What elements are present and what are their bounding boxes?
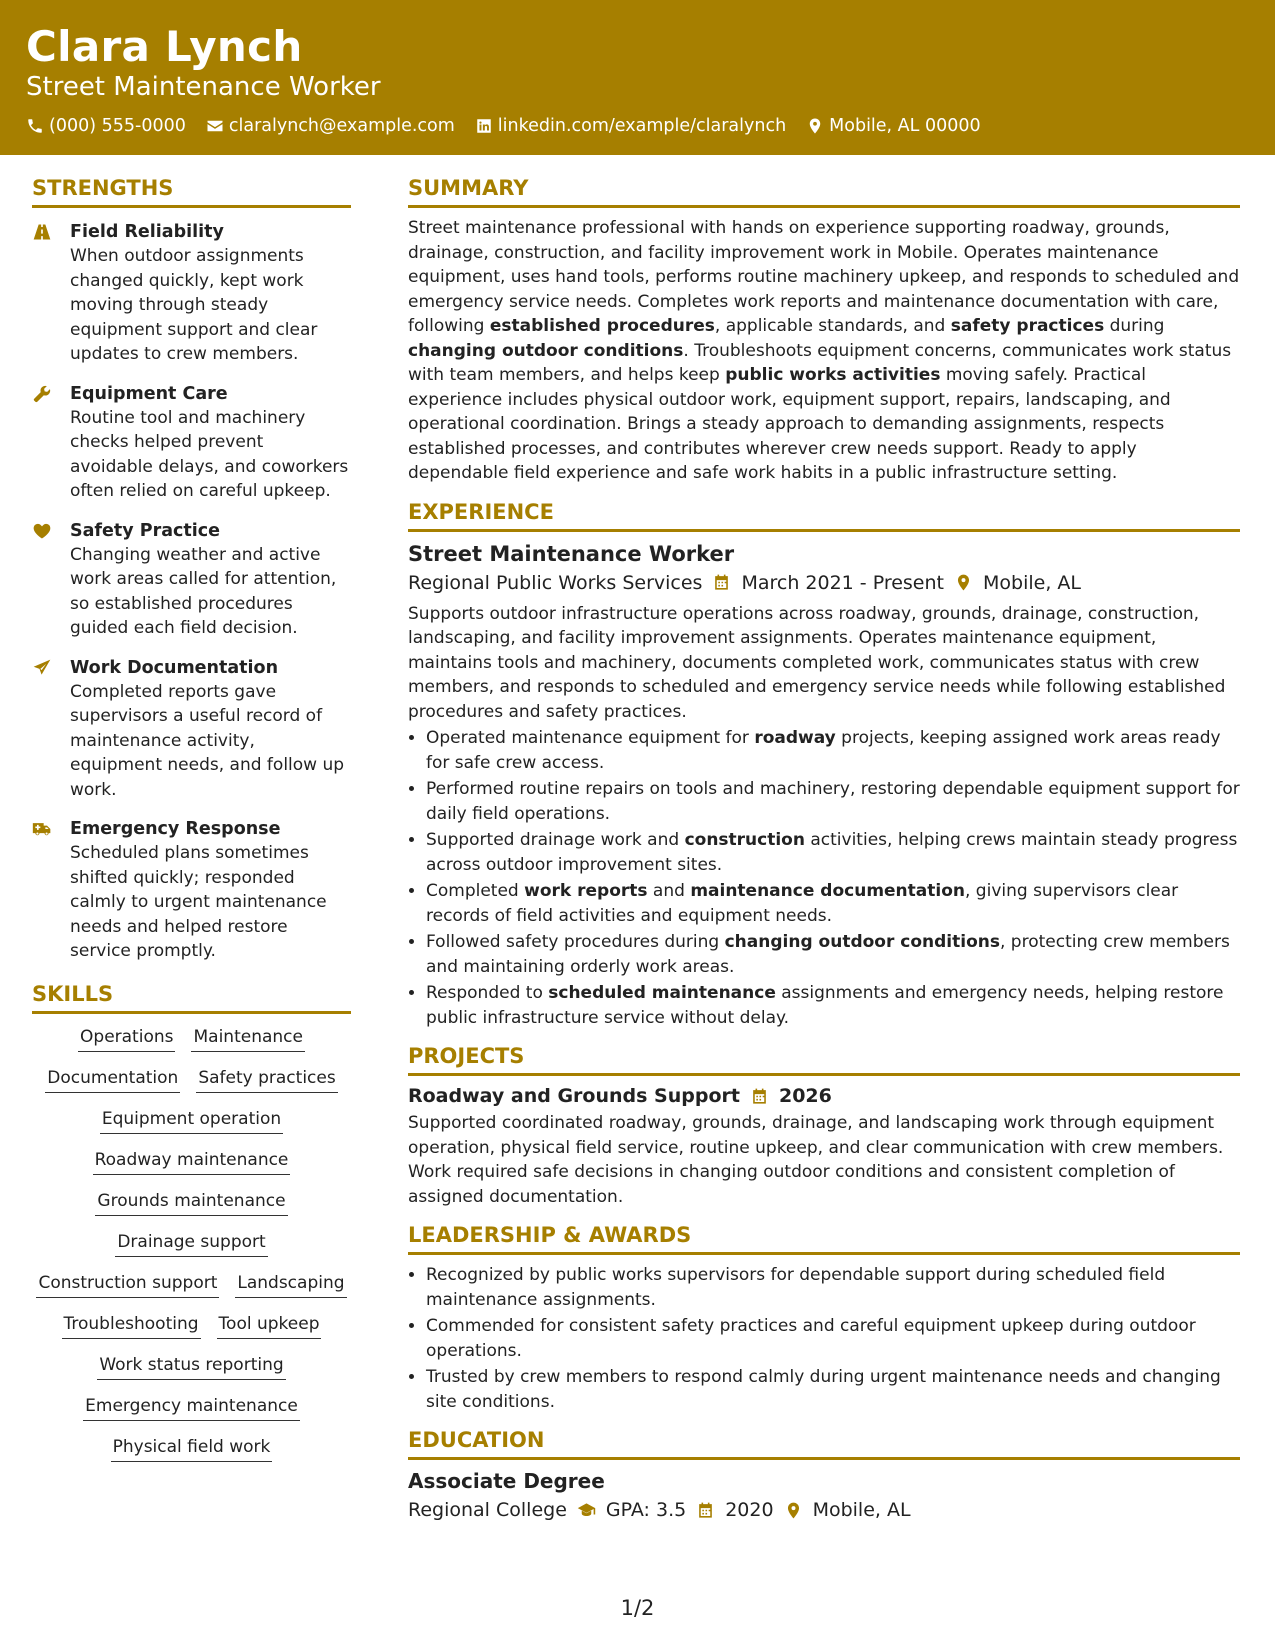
experience-heading: EXPERIENCE xyxy=(408,500,1240,532)
projects-heading: PROJECTS xyxy=(408,1044,1240,1076)
project-description: Supported coordinated roadway, grounds, drainage, and landscaping work through equipment operation, physical field service, routine upkeep, and clear communication with crew members. Work required safe decisions in changing outdoor conditions and consistent completion of assigned documentation. xyxy=(408,1113,1224,1207)
phone-text: (000) 555-0000 xyxy=(49,116,186,136)
ambulance-icon xyxy=(32,819,52,839)
education-heading: EDUCATION xyxy=(408,1428,1240,1460)
project-name: Roadway and Grounds Support xyxy=(408,1085,740,1107)
right-column xyxy=(408,176,1240,1521)
education-meta xyxy=(408,1499,1240,1521)
education-year: 2020 xyxy=(725,1499,774,1521)
list-item: • Operated maintenance equipment for roadway projects, keeping assigned work areas ready for safe crew access. xyxy=(426,726,1240,775)
job-title: Street Maintenance Worker xyxy=(26,72,381,102)
list-item: • Supported drainage work and construction activities, helping crews maintain steady progress across outdoor improvement sites. xyxy=(426,828,1240,877)
skill-tag: Construction support xyxy=(36,1272,219,1298)
contact-phone[interactable] xyxy=(26,116,186,136)
strength-title: Field Reliability xyxy=(70,222,224,242)
strength-item xyxy=(32,382,351,504)
skills-heading: SKILLS xyxy=(32,982,351,1014)
skill-tag: Tool upkeep xyxy=(217,1313,322,1339)
skill-tag: Operations xyxy=(78,1026,175,1052)
education-location: Mobile, AL xyxy=(812,1499,911,1521)
linkedin-text: linkedin.com/example/claralynch xyxy=(497,116,787,136)
phone-icon xyxy=(26,117,44,135)
skill-tag: Roadway maintenance xyxy=(93,1149,291,1175)
candidate-name: Clara Lynch xyxy=(26,22,303,71)
contact-email[interactable] xyxy=(206,116,455,136)
contact-linkedin[interactable] xyxy=(475,116,786,136)
map-pin-icon xyxy=(806,117,824,135)
education-degree: Associate Degree xyxy=(408,1469,605,1493)
list-item: • Recognized by public works supervisors for dependable support during scheduled field maintenance assignments. xyxy=(426,1263,1240,1312)
strength-item xyxy=(32,519,351,641)
skills-list xyxy=(32,1026,351,1462)
map-pin-icon xyxy=(954,573,973,592)
experience-description: Supports outdoor infrastructure operations across roadway, grounds, drainage, construction, landscaping, and facility improvement assignments. Operates maintenance equipment, maintains tools and machinery, documents completed work, communicates status with crew members, and responds to scheduled and emergency service needs while following established procedures and safety practices. xyxy=(408,603,1226,722)
skill-tag: Maintenance xyxy=(191,1026,304,1052)
email-text: claralynch@example.com xyxy=(228,116,455,136)
list-item: • Responded to scheduled maintenance assignments and emergency needs, helping restore public infrastructure service without delay. xyxy=(426,981,1240,1030)
calendar-icon xyxy=(712,573,731,592)
skill-tag: Landscaping xyxy=(235,1272,346,1298)
list-item: • Completed work reports and maintenance documentation, giving supervisors clear records of field activities and equipment needs. xyxy=(426,879,1240,928)
strength-title: Emergency Response xyxy=(70,819,281,839)
left-column xyxy=(32,176,351,1462)
strengths-heading: STRENGTHS xyxy=(32,176,351,208)
education-gpa: GPA: 3.5 xyxy=(605,1499,687,1521)
leadership-list xyxy=(408,1263,1240,1414)
strength-title: Work Documentation xyxy=(70,657,279,678)
skill-tag: Safety practices xyxy=(196,1067,337,1093)
skill-tag: Work status reporting xyxy=(97,1354,285,1380)
strength-description: Scheduled plans sometimes shifted quickly; responded calmly to urgent maintenance needs and helped restore service promptly. xyxy=(70,843,327,961)
skill-tag: Emergency maintenance xyxy=(83,1395,300,1421)
skill-tag: Drainage support xyxy=(115,1231,267,1257)
location-text: Mobile, AL 00000 xyxy=(829,116,981,136)
page-number: 1/2 xyxy=(620,1596,655,1620)
calendar-icon xyxy=(750,1087,769,1106)
strength-description: When outdoor assignments changed quickly, kept work moving through steady equipment support and clear updates to crew members. xyxy=(70,246,318,364)
strength-title: Equipment Care xyxy=(70,383,228,404)
education-school: Regional College xyxy=(408,1499,567,1521)
strength-description: Completed reports gave supervisors a useful record of maintenance activity, equipment needs, and follow up work. xyxy=(70,681,345,800)
strengths-list xyxy=(32,220,351,964)
project-year: 2026 xyxy=(778,1085,832,1107)
project-header xyxy=(408,1085,1240,1107)
wrench-icon xyxy=(32,384,52,404)
experience-role: Street Maintenance Worker xyxy=(408,541,735,566)
heart-icon xyxy=(32,521,52,541)
leadership-heading: LEADERSHIP & AWARDS xyxy=(408,1223,1240,1255)
contact-row xyxy=(26,116,981,136)
paper-plane-icon xyxy=(32,658,52,678)
skill-tag: Equipment operation xyxy=(100,1108,283,1134)
skill-tag: Physical field work xyxy=(111,1436,273,1462)
list-item: • Trusted by crew members to respond calmly during urgent maintenance needs and changing site conditions. xyxy=(426,1365,1240,1414)
skill-tag: Documentation xyxy=(45,1067,180,1093)
skill-tag: Troubleshooting xyxy=(62,1313,201,1339)
strength-title: Safety Practice xyxy=(70,520,221,541)
strength-item xyxy=(32,220,351,367)
experience-meta xyxy=(408,572,1240,594)
experience-bullets xyxy=(408,726,1240,1030)
experience-location: Mobile, AL xyxy=(983,571,1081,594)
strength-item xyxy=(32,817,351,964)
skill-tag: Grounds maintenance xyxy=(95,1190,287,1216)
summary-text: Street maintenance professional with hands on experience supporting roadway, grounds, drainage, construction, and facility improvement work in Mobile. Operates maintenance equipment, uses hand tools, performs routine machinery upkeep, and responds to scheduled and emergency service needs. Completes work reports and maintenance documentation with care, following established procedures, applicable standards, and safety practices during changing outdoor conditions. Troubleshoots equipment concerns, communicates work status with team members, and helps keep public works activities moving safely. Practical experience includes physical outdoor work, equipment support, repairs, landscaping, and operational coordination. Brings a steady approach to demanding assignments, respects established processes, and contributes wherever crew needs support. Ready to apply dependable field experience and safe work habits in a public infrastructure setting. xyxy=(408,218,1240,483)
linkedin-icon xyxy=(475,117,493,135)
calendar-icon xyxy=(696,1501,715,1520)
road-icon xyxy=(32,222,52,242)
experience-company: Regional Public Works Services xyxy=(408,571,703,594)
envelope-icon xyxy=(206,117,224,135)
strength-item xyxy=(32,656,351,803)
list-item: • Commended for consistent safety practices and careful equipment upkeep during outdoor operations. xyxy=(426,1314,1240,1363)
list-item: • Followed safety procedures during changing outdoor conditions, protecting crew members and maintaining orderly work areas. xyxy=(426,930,1240,979)
contact-location xyxy=(806,116,980,136)
strength-description: Changing weather and active work areas called for attention, so established procedures guided each field decision. xyxy=(70,544,337,638)
summary-heading: SUMMARY xyxy=(408,176,1240,208)
experience-dates: March 2021 - Present xyxy=(741,571,944,594)
graduation-cap-icon xyxy=(577,1501,596,1520)
list-item: • Performed routine repairs on tools and machinery, restoring dependable equipment support for daily field operations. xyxy=(426,777,1240,826)
strength-description: Routine tool and machinery checks helped prevent avoidable delays, and coworkers often relied on careful upkeep. xyxy=(70,407,349,501)
header xyxy=(0,0,1275,155)
map-pin-icon xyxy=(784,1501,803,1520)
